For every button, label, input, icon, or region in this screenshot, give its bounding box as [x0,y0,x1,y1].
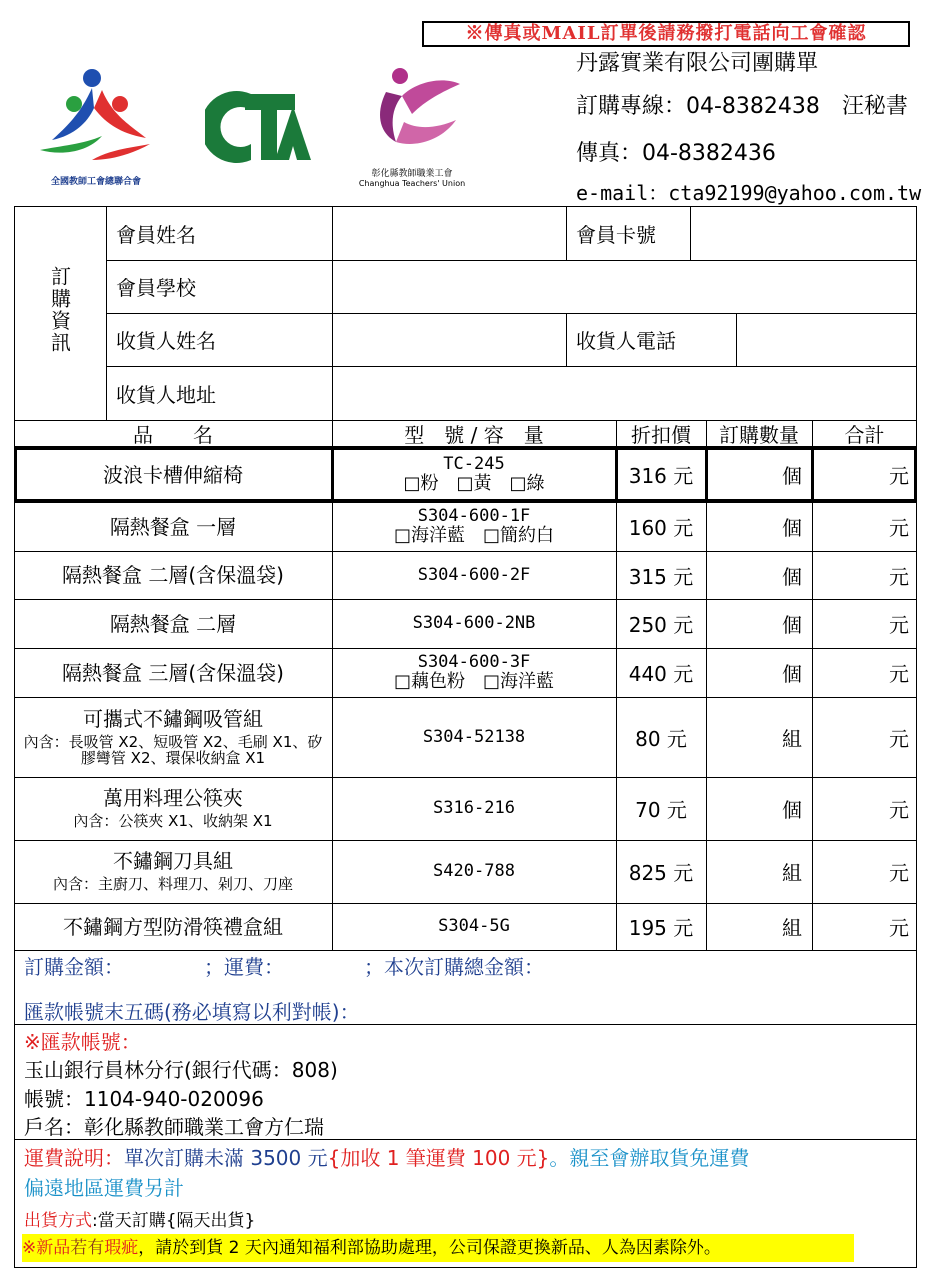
receiver-address-label: 收貨人地址 [116,382,216,407]
product-model: S420-788 [433,861,515,882]
shipping-note-fee: {加收 1 筆運費 100 元} [327,1146,550,1170]
member-name-label: 會員姓名 [116,222,196,247]
order-info-label: 訂購資訊 [47,266,72,354]
product-name-cell [14,777,332,840]
product-model-cell [332,777,616,840]
confirmation-notice: ※傳真或MAIL訂單後請務撥打電話向工會確認 [422,21,910,47]
defect-new: 新品 [36,1238,71,1258]
bank-account: 帳號：1104-940-020096 [24,1087,264,1111]
product-quantity-field[interactable]: 個 [782,662,802,686]
product-name: 不鏽鋼刀具組 [113,849,233,874]
product-name-cell [14,599,332,648]
defect-word: 瑕疵 [104,1238,139,1258]
product-name-cell [14,502,332,551]
product-price: 316 元 [628,464,694,488]
shipping-note-amount: 3500 元 [250,1146,328,1170]
receiver-phone-field[interactable] [737,314,915,365]
product-total-field[interactable]: 元 [889,861,909,885]
product-quantity-field[interactable]: 個 [782,564,802,589]
product-model: S304-600-2NB [412,613,536,634]
receiver-name-label: 收貨人姓名 [116,329,216,353]
product-quantity-field[interactable]: 個 [782,613,802,637]
changhua-caption-zh: 彰化縣教師職業工會 [371,169,453,179]
product-name-cell [14,903,332,950]
col-price-header: 折扣價 [631,422,691,447]
grand-total-label: ；本次訂購總金額： [364,955,544,979]
product-total-field[interactable]: 元 [889,726,909,751]
account-last5-label: 匯款帳號末五碼(務必填寫以利對帳)： [24,1000,360,1024]
product-model-cell [332,648,616,697]
cta-logo-icon [205,82,315,172]
shipping-note-pickup: 。親至會辦取貨免運費 [549,1146,750,1170]
product-name: 隔熱餐盒 三層(含保溫袋) [62,660,284,685]
product-name-cell [14,840,332,903]
product-price: 250 元 [628,613,694,637]
defect-if: 若有 [70,1238,105,1258]
defect-prefix: ※ [22,1238,37,1258]
product-model: TC-245 [443,454,505,475]
product-model: S304-600-3F [417,652,531,673]
product-model: S304-5G [438,916,510,937]
cta-logo [205,82,315,172]
product-model: S316-216 [433,798,515,819]
product-name: 隔熱餐盒 二層(含保溫袋) [62,563,284,587]
receiver-phone-label: 收貨人電話 [576,329,676,353]
product-quantity-field[interactable]: 個 [782,516,802,540]
col-qty-header: 訂購數量 [719,422,799,447]
shipping-method-label: 出貨方式 [24,1211,92,1231]
product-model-cell [332,697,616,777]
order-amount-line [24,951,544,980]
product-model: S304-600-1F [417,506,531,527]
shipping-note-line [24,1142,749,1171]
bank-holder: 戶名：彰化縣教師職業工會方仁瑞 [24,1115,324,1139]
member-name-field[interactable] [333,207,565,259]
product-name-cell [14,697,332,777]
col-total-header: 合計 [844,422,885,447]
shipping-method-line [24,1206,255,1231]
product-model-cell [332,447,616,502]
product-total-field[interactable]: 元 [889,516,909,540]
shipping-note-text1: 單次訂購未滿 [124,1146,251,1170]
member-card-field[interactable] [691,207,915,259]
shipping-note-label: 運費說明： [24,1146,124,1170]
order-hotline: 訂購專線：04-8382438 汪秘書 [576,94,908,119]
col-model-header: 型 號 / 容 量 [404,422,544,447]
product-model-cell [332,551,616,599]
order-amount-label: 訂購金額： [24,955,124,979]
product-model-cell [332,599,616,648]
product-model-cell [332,903,616,950]
product-total-field[interactable]: 元 [889,916,909,940]
email-address: e-mail：cta92199@yahoo.com.tw [576,181,922,205]
product-price: 160 元 [628,516,694,540]
receiver-address-field[interactable] [333,367,915,419]
product-price: 315 元 [628,564,694,589]
product-name-cell [14,447,332,502]
product-quantity-field[interactable]: 個 [782,798,802,822]
product-quantity-field[interactable]: 個 [782,464,802,488]
member-school-field[interactable] [333,261,915,312]
product-model-cell [332,502,616,551]
product-price: 440 元 [628,662,694,686]
bank-name: 玉山銀行員林分行(銀行代碼：808) [24,1058,338,1082]
product-name: 可攜式不鏽鋼吸管組 [83,706,263,731]
product-model-cell [332,840,616,903]
product-total-field[interactable]: 元 [889,798,909,822]
changhua-caption-en: Changhua Teachers' Union [358,179,466,188]
changhua-union-logo [356,62,468,190]
product-contents: 內含：主廚刀、料理刀、剁刀、刀座 [52,875,293,894]
remote-area-note: 偏遠地區運費另計 [24,1176,184,1200]
product-contents: 內含：公筷夾 X1、收納架 X1 [73,812,273,831]
receiver-name-field[interactable] [333,314,565,365]
company-title: 丹露實業有限公司團購單 [576,51,819,76]
product-total-field[interactable]: 元 [889,564,909,589]
ntuf-emblem-icon [32,60,160,170]
bank-title: ※匯款帳號： [24,1030,141,1054]
member-card-label: 會員卡號 [576,222,656,247]
defect-policy-note [22,1234,854,1262]
product-total-field[interactable]: 元 [889,613,909,637]
product-contents: 內含：長吸管 X2、短吸管 X2、毛刷 X1、矽膠彎管 X2、環保收納盒 X1 [23,732,323,767]
defect-text: ，請於到貨 2 天內通知福利部協助處理，公司保證更換新品、人為因素除外。 [138,1238,721,1258]
product-color-options[interactable]: □海洋藍 □簡約白 [393,524,554,546]
product-name: 隔熱餐盒 一層 [109,514,237,539]
shipping-label: ；運費： [204,955,284,979]
product-name: 隔熱餐盒 二層 [109,611,237,636]
product-price: 195 元 [628,916,694,940]
product-name: 波浪卡槽伸縮椅 [103,462,243,487]
product-price: 70 元 [635,798,687,822]
product-model: S304-600-2F [417,564,531,585]
product-name-cell [14,551,332,599]
butterfly-icon [356,62,468,162]
product-quantity-field[interactable]: 組 [782,916,802,940]
product-color-options[interactable]: □粉 □黃 □綠 [403,472,545,494]
product-name-cell [14,648,332,697]
ntuf-logo [32,60,160,187]
member-school-label: 會員學校 [116,276,196,300]
product-total-field[interactable]: 元 [889,662,909,686]
product-color-options[interactable]: □藕色粉 □海洋藍 [393,670,554,692]
product-total-field[interactable]: 元 [889,464,909,488]
fax-number: 傳真：04-8382436 [576,141,776,166]
product-model: S304-52138 [422,726,526,747]
product-quantity-field[interactable]: 組 [782,726,802,751]
product-price: 825 元 [628,861,694,885]
col-name-header: 品 名 [133,422,213,447]
shipping-method-text: :當天訂購{隔天出貨} [92,1211,256,1231]
product-name: 不鏽鋼方型防滑筷禮盒組 [63,914,283,939]
ntuf-caption: 全國教師工會總聯合會 [50,177,141,187]
product-price: 80 元 [635,726,687,751]
product-quantity-field[interactable]: 組 [782,861,802,885]
product-name: 萬用料理公筷夾 [103,786,243,811]
